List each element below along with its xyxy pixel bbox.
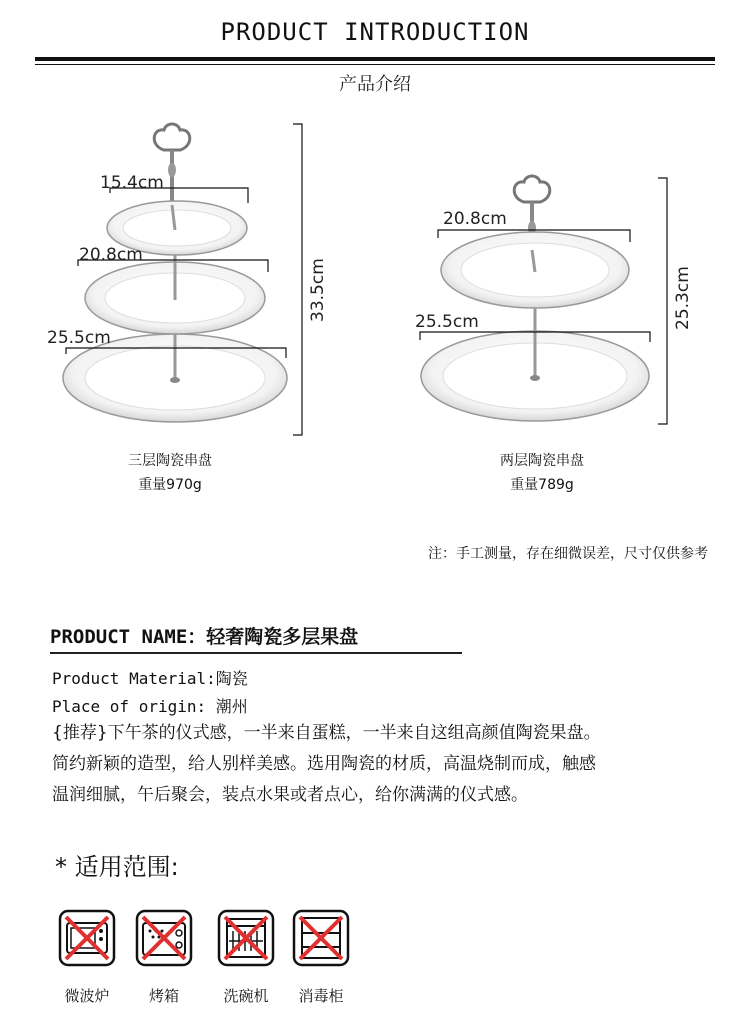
scope-label-dishwasher: 洗碗机 (223, 987, 269, 1005)
scope-label-microwave: 微波炉 (64, 987, 110, 1005)
two-tier-height: 25.3cm (673, 266, 693, 330)
two-tier-dim-top: 20.8cm (443, 209, 507, 229)
page-subtitle: 产品介绍 (339, 74, 411, 95)
scope-title: * 适用范围: (55, 853, 179, 881)
place-of-origin: Place of origin: 潮州 (52, 697, 248, 716)
title-rule-thick (35, 57, 715, 61)
two-tier-dim-bottom: 25.5cm (415, 312, 479, 332)
two-tier-weight: 重量789g (510, 477, 574, 493)
three-tier-illustration (0, 110, 360, 450)
product-name-rule (50, 652, 462, 654)
three-tier-dim-mid: 20.8cm (79, 245, 143, 265)
three-tier-dim-bottom: 25.5cm (47, 328, 111, 348)
three-tier-height: 33.5cm (308, 258, 328, 322)
three-tier-weight: 重量970g (138, 477, 202, 493)
sterilizer-icon (292, 909, 350, 967)
measurement-note: 注：手工测量，存在细微误差，尺寸仅供参考 (428, 546, 708, 562)
scope-label-sterilizer: 消毒柜 (298, 987, 344, 1005)
dishwasher-icon (217, 909, 275, 967)
page-title: PRODUCT INTRODUCTION (220, 18, 530, 46)
title-rule-thin (35, 64, 715, 65)
oven-icon (135, 909, 193, 967)
three-tier-dim-top: 15.4cm (100, 173, 164, 193)
microwave-icon (58, 909, 116, 967)
two-tier-name: 两层陶瓷串盘 (500, 453, 584, 469)
two-tier-illustration (400, 170, 720, 430)
three-tier-name: 三层陶瓷串盘 (128, 453, 212, 469)
product-material: Product Material:陶瓷 (52, 669, 248, 688)
product-name: PRODUCT NAME：轻奢陶瓷多层果盘 (50, 626, 359, 648)
description-line-2: 简约新颖的造型，给人别样美感。选用陶瓷的材质，高温烧制而成，触感 (52, 754, 596, 774)
description-line-3: 温润细腻，午后聚会，装点水果或者点心，给你满满的仪式感。 (52, 785, 528, 805)
scope-label-oven: 烤箱 (148, 987, 179, 1005)
description-line-1: {推荐}下午茶的仪式感，一半来自蛋糕，一半来自这组高颜值陶瓷果盘。 (52, 723, 601, 743)
